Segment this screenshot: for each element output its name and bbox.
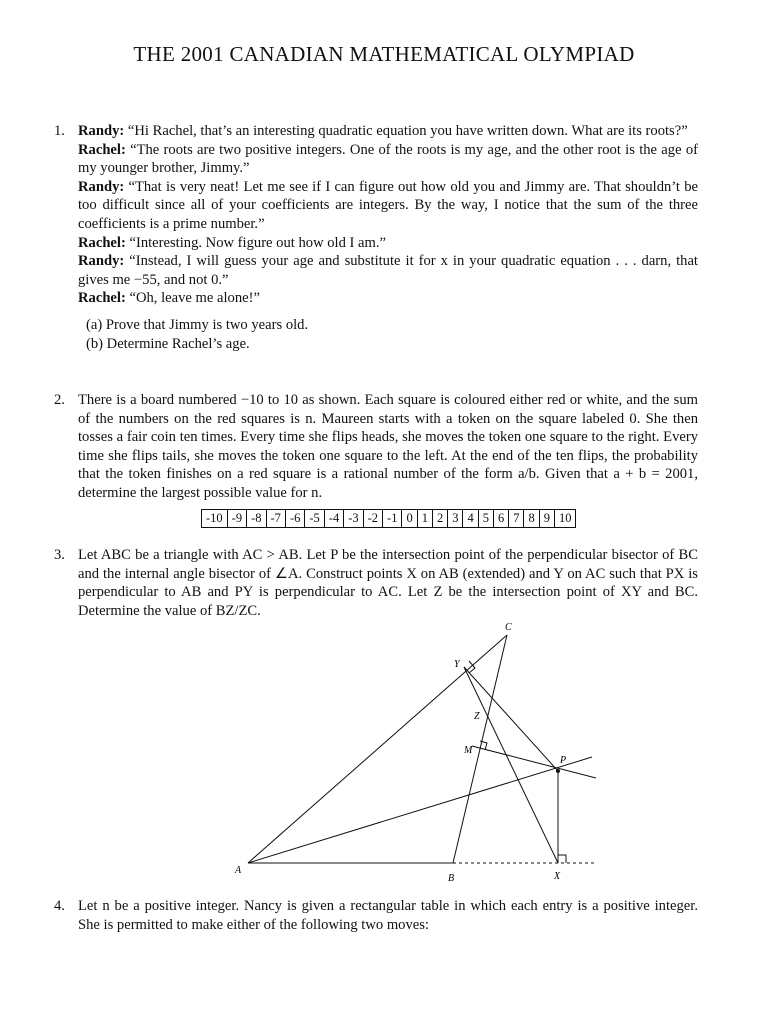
dialogue-line — [78, 141, 698, 178]
dialogue-text: “The roots are two positive integers. One of the roots is my age, and the other root is the age of my younger brother, Jimmy.” — [78, 141, 698, 177]
problem-number: 1. — [54, 123, 65, 139]
label-b: B — [448, 873, 455, 884]
board-cell: 8 — [524, 510, 539, 528]
problem-text: There is a board numbered −10 to 10 as shown. Each square is coloured either red or white, and the sum of the numbers on the red squares is n. Maureen starts with a token on the square labeled 0. She then tosses a fair coin ten times. Every time she flips heads, she moves the token one square to the right. Every time she flips tails, she moves the token one square to the left. At the end of the ten flips, the probability that the token finishes on a red square is a rational number of the form a/b. Given that a + b = 2001, determine the largest possible value for n. — [78, 392, 698, 501]
label-p: P — [560, 755, 567, 766]
dialogue-text: “Interesting. Now figure out how old I am.” — [125, 234, 387, 251]
label-y: Y — [454, 659, 460, 670]
label-a: A — [235, 865, 242, 876]
problem-2 — [54, 391, 698, 503]
label-m: M — [464, 745, 473, 756]
problem-text: Let n be a positive integer. Nancy is given a rectangular table in which each entry is a positive integer. She is permitted to make either of the following two moves: — [78, 898, 698, 933]
speaker: Randy: — [78, 178, 125, 195]
part-a: (a) Prove that Jimmy is two years old. — [86, 316, 309, 333]
page-title: THE 2001 CANADIAN MATHEMATICAL OLYMPIAD — [133, 42, 635, 66]
problem-1 — [54, 122, 698, 353]
dialogue-text: “That is very neat! Let me see if I can figure out how old you and Jimmy are. That shouldn’t be too difficult since all of your coefficients are integers. By the way, I notice that the sum of the three coefficients is a prime number.” — [78, 178, 698, 232]
board-cell: 0 — [402, 510, 417, 528]
speaker: Randy: — [78, 123, 125, 139]
label-x: X — [554, 871, 561, 882]
board-cell: 9 — [539, 510, 554, 528]
board-cell: -1 — [383, 510, 402, 528]
dialogue-line — [78, 178, 698, 234]
dialogue-line — [78, 289, 698, 308]
point-p — [556, 769, 560, 773]
problem-text: Let ABC be a triangle with AC > AB. Let P be the intersection point of the perpendicular bisector of BC and the internal angle bisector of ∠A. Construct points X on AB (extended) and Y on AC such that PX is perpendicular to AB and PY is perpendicular to AC. Let Z be the intersection point of XY and BC. Determine the value of BZ/ZC. — [78, 547, 698, 619]
board-cell: 5 — [478, 510, 493, 528]
dialogue-text: “Oh, leave me alone!” — [125, 290, 260, 307]
problem-3 — [54, 546, 698, 620]
label-c: C — [505, 622, 512, 633]
board-cell: 1 — [417, 510, 432, 528]
dialogue-text: “Instead, I will guess your age and substitute it for x in your quadratic equation . . . darn, that gives me −55, and not 0.” — [78, 253, 698, 288]
problem-number: 4. — [54, 898, 65, 914]
speaker: Randy: — [78, 253, 125, 270]
board-cell: -3 — [344, 510, 363, 528]
speaker: Rachel: — [78, 290, 126, 307]
dialogue-text: “Hi Rachel, that’s an interesting quadratic equation you have written down. What are its roots?” — [124, 123, 688, 139]
problem-4 — [54, 897, 698, 934]
board-cell: -8 — [247, 510, 266, 528]
label-z: Z — [474, 711, 480, 722]
board-cell: 3 — [448, 510, 463, 528]
board-cell: -10 — [202, 510, 228, 528]
angle-bisector — [248, 757, 592, 863]
board-cell: -2 — [363, 510, 382, 528]
board-cell: 2 — [432, 510, 447, 528]
right-angle-x — [558, 855, 566, 863]
dialogue-line — [78, 234, 698, 253]
problem-number: 2. — [54, 392, 65, 408]
board-cell: -9 — [227, 510, 246, 528]
triangle-figure — [220, 615, 610, 887]
speaker: Rachel: — [78, 234, 126, 251]
board-cell: 4 — [463, 510, 478, 528]
dialogue-line — [78, 122, 698, 141]
board-cell: -6 — [285, 510, 304, 528]
board-cell: 7 — [509, 510, 524, 528]
side-bc — [453, 635, 507, 863]
dialogue-line — [78, 252, 698, 289]
speaker: Rachel: — [78, 141, 126, 158]
board-cell: 10 — [554, 510, 576, 528]
problem-number: 3. — [54, 547, 65, 563]
part-b: (b) Determine Rachel’s age. — [86, 335, 250, 352]
board-cell: -4 — [324, 510, 343, 528]
board-cell: 6 — [493, 510, 508, 528]
board-cell: -7 — [266, 510, 285, 528]
number-board — [201, 509, 576, 528]
board-cell: -5 — [305, 510, 324, 528]
